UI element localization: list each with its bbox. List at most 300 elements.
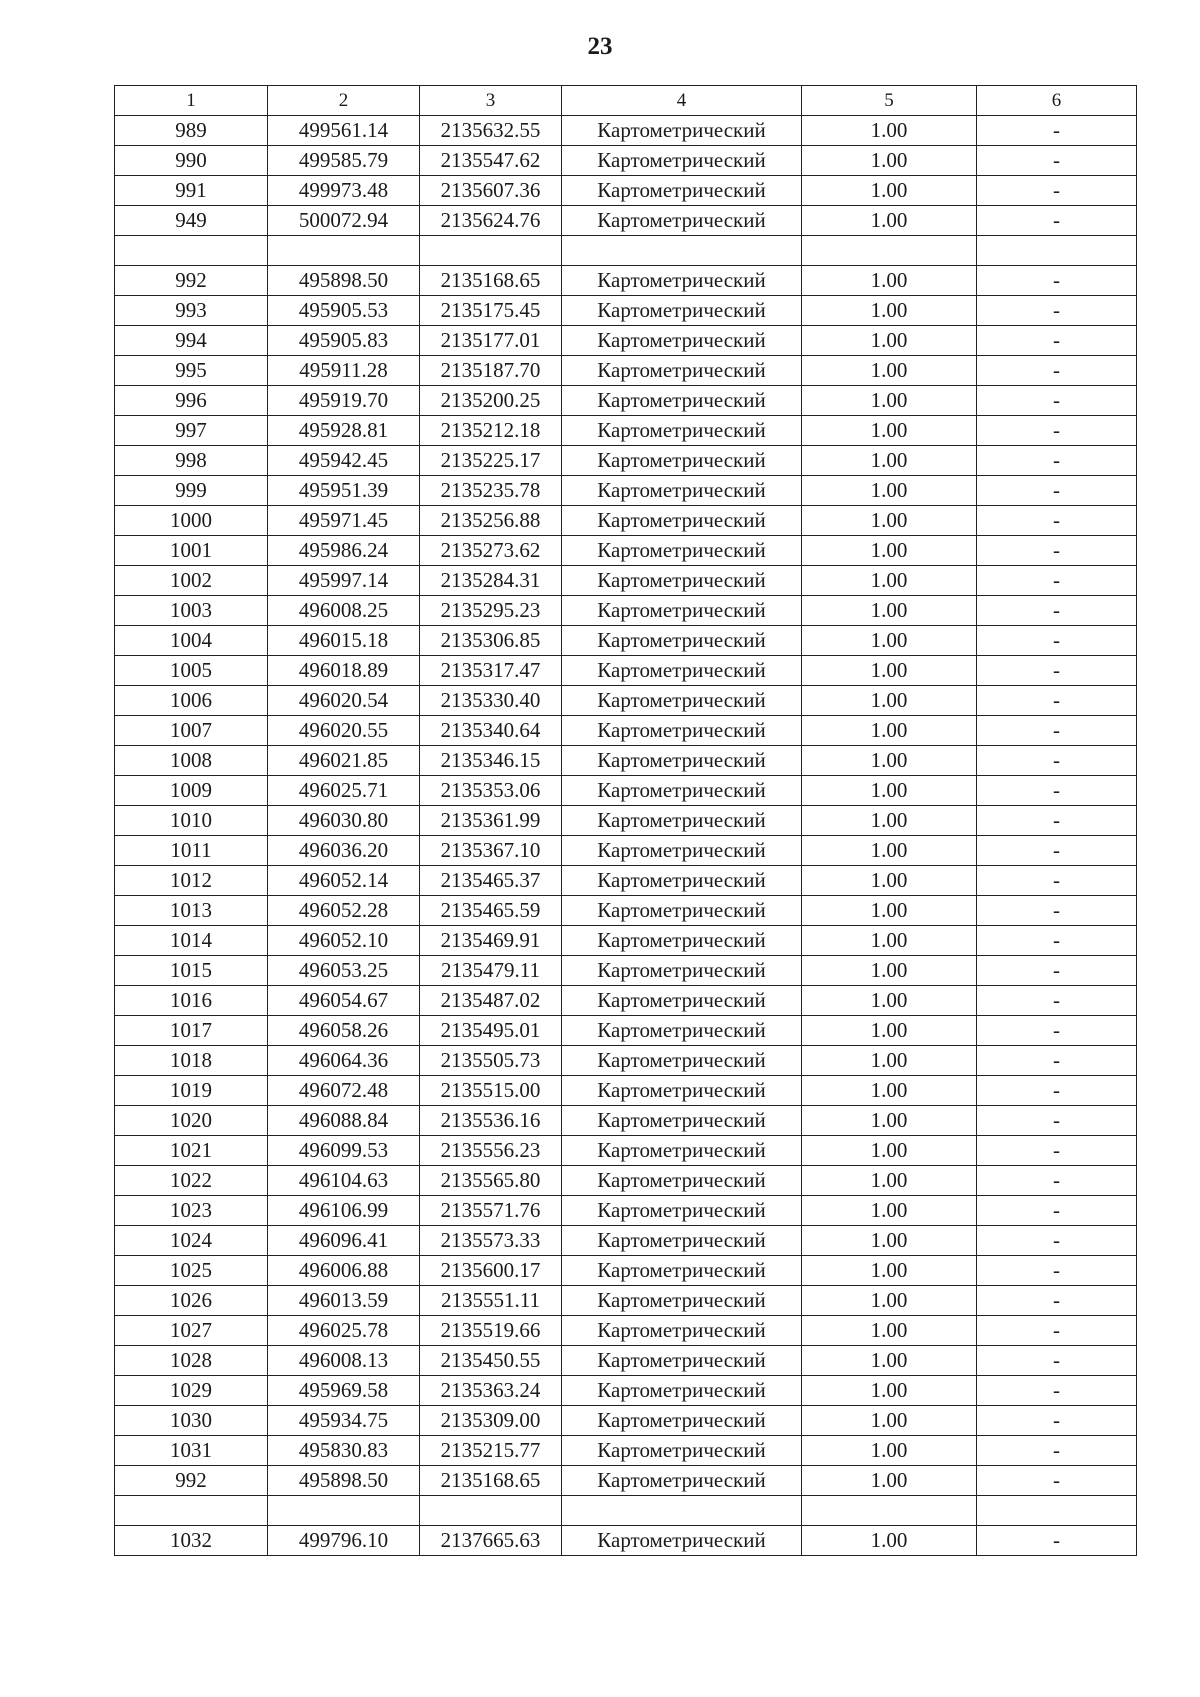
table-cell-col-3: 2135487.02 xyxy=(420,986,562,1016)
table-cell-col-6: - xyxy=(977,926,1137,956)
table-cell-col-3: 2135556.23 xyxy=(420,1136,562,1166)
table-cell-col-3: 2135363.24 xyxy=(420,1376,562,1406)
table-cell-col-3: 2135367.10 xyxy=(420,836,562,866)
table-cell-col-3: 2135571.76 xyxy=(420,1196,562,1226)
table-row xyxy=(115,1436,1137,1466)
table-cell-col-1: 991 xyxy=(115,176,268,206)
table-cell-col-4: Картометрический xyxy=(562,1166,802,1196)
table-cell-col-6: - xyxy=(977,296,1137,326)
page-number: 23 xyxy=(587,33,613,60)
table-cell-col-4: Картометрический xyxy=(562,926,802,956)
table-cell-col-1: 1022 xyxy=(115,1166,268,1196)
table-cell-col-4: Картометрический xyxy=(562,986,802,1016)
table-cell-col-5: 1.00 xyxy=(802,536,977,566)
table-cell-col-1: 1005 xyxy=(115,656,268,686)
table-row xyxy=(115,866,1137,896)
table-row xyxy=(115,476,1137,506)
table-cell-col-3: 2137665.63 xyxy=(420,1526,562,1556)
table-cell-col-1: 1026 xyxy=(115,1286,268,1316)
table-cell-col-4: Картометрический xyxy=(562,326,802,356)
table-cell-col-5: 1.00 xyxy=(802,326,977,356)
table-cell-col-5: 1.00 xyxy=(802,506,977,536)
table-cell-col-1: 1016 xyxy=(115,986,268,1016)
table-cell-col-3: 2135330.40 xyxy=(420,686,562,716)
table-cell-col-6 xyxy=(977,236,1137,266)
table-row xyxy=(115,386,1137,416)
table-cell-col-2: 496106.99 xyxy=(268,1196,420,1226)
table-row xyxy=(115,1466,1137,1496)
table-cell-col-3: 2135215.77 xyxy=(420,1436,562,1466)
table-cell-col-6: - xyxy=(977,1046,1137,1076)
coordinates-table xyxy=(114,85,1137,1556)
table-cell-col-5: 1.00 xyxy=(802,1136,977,1166)
table-cell-col-3: 2135256.88 xyxy=(420,506,562,536)
table-cell-col-3: 2135361.99 xyxy=(420,806,562,836)
table-row xyxy=(115,1406,1137,1436)
table-cell-col-5: 1.00 xyxy=(802,176,977,206)
table-cell-col-1: 1012 xyxy=(115,866,268,896)
table-cell-col-1: 998 xyxy=(115,446,268,476)
table-cell-col-3: 2135317.47 xyxy=(420,656,562,686)
table-cell-col-4: Картометрический xyxy=(562,206,802,236)
table-cell-col-5: 1.00 xyxy=(802,1016,977,1046)
table-cell-col-3: 2135346.15 xyxy=(420,746,562,776)
table-cell-col-1: 997 xyxy=(115,416,268,446)
table-cell-col-3: 2135632.55 xyxy=(420,116,562,146)
table-cell-col-3: 2135450.55 xyxy=(420,1346,562,1376)
table-cell-col-4: Картометрический xyxy=(562,1526,802,1556)
table-cell-col-5: 1.00 xyxy=(802,956,977,986)
table-cell-col-1: 1013 xyxy=(115,896,268,926)
table-cell-col-6: - xyxy=(977,956,1137,986)
table-cell-col-5: 1.00 xyxy=(802,656,977,686)
table-cell-col-3: 2135515.00 xyxy=(420,1076,562,1106)
table-cell-col-3: 2135284.31 xyxy=(420,566,562,596)
table-header xyxy=(115,86,1137,116)
table-cell-col-5: 1.00 xyxy=(802,1316,977,1346)
table-cell-col-2: 496054.67 xyxy=(268,986,420,1016)
table-cell-col-3: 2135309.00 xyxy=(420,1406,562,1436)
table-cell-col-5: 1.00 xyxy=(802,1226,977,1256)
table-cell-col-6: - xyxy=(977,1076,1137,1106)
table-cell-col-4: Картометрический xyxy=(562,626,802,656)
table-cell-col-1: 1027 xyxy=(115,1316,268,1346)
table-cell-col-4: Картометрический xyxy=(562,1316,802,1346)
table-cell-col-6: - xyxy=(977,536,1137,566)
table-row xyxy=(115,1286,1137,1316)
table-cell-col-1: 992 xyxy=(115,1466,268,1496)
table-row xyxy=(115,446,1137,476)
table-cell-col-5: 1.00 xyxy=(802,1526,977,1556)
table-cell-col-4: Картометрический xyxy=(562,146,802,176)
table-cell-col-1: 1008 xyxy=(115,746,268,776)
table-row xyxy=(115,176,1137,206)
table-cell-col-4 xyxy=(562,236,802,266)
table-row xyxy=(115,356,1137,386)
table-cell-col-1: 1025 xyxy=(115,1256,268,1286)
table-cell-col-2: 495905.53 xyxy=(268,296,420,326)
table-cell-col-4: Картометрический xyxy=(562,1436,802,1466)
table-cell-col-5: 1.00 xyxy=(802,1166,977,1196)
table-cell-col-5: 1.00 xyxy=(802,716,977,746)
table-cell-col-2: 499585.79 xyxy=(268,146,420,176)
table-cell-col-2: 496025.71 xyxy=(268,776,420,806)
table-cell-col-4: Картометрический xyxy=(562,1106,802,1136)
table-cell-col-2: 496052.28 xyxy=(268,896,420,926)
table-cell-col-1: 1018 xyxy=(115,1046,268,1076)
table-row xyxy=(115,986,1137,1016)
table-cell-col-1: 1015 xyxy=(115,956,268,986)
table-cell-col-6: - xyxy=(977,386,1137,416)
table-cell-col-3 xyxy=(420,236,562,266)
table-cell-col-4: Картометрический xyxy=(562,116,802,146)
table-cell-col-1: 1010 xyxy=(115,806,268,836)
table-cell-col-5: 1.00 xyxy=(802,896,977,926)
table-cell-col-5: 1.00 xyxy=(802,986,977,1016)
table-cell-col-4: Картометрический xyxy=(562,1256,802,1286)
table-cell-col-3: 2135168.65 xyxy=(420,266,562,296)
table-cell-col-2: 495898.50 xyxy=(268,1466,420,1496)
table-cell-col-4: Картометрический xyxy=(562,476,802,506)
table-cell-col-5 xyxy=(802,236,977,266)
table-row xyxy=(115,296,1137,326)
table-cell-col-1: 1004 xyxy=(115,626,268,656)
table-cell-col-2: 495830.83 xyxy=(268,1436,420,1466)
table-cell-col-1 xyxy=(115,236,268,266)
table-cell-col-6: - xyxy=(977,1286,1137,1316)
table-cell-col-3: 2135573.33 xyxy=(420,1226,562,1256)
table-row xyxy=(115,416,1137,446)
table-row xyxy=(115,806,1137,836)
table-row xyxy=(115,1016,1137,1046)
header-row xyxy=(115,86,1137,116)
table-cell-col-5: 1.00 xyxy=(802,836,977,866)
table-cell-col-1: 990 xyxy=(115,146,268,176)
table-row xyxy=(115,1106,1137,1136)
table-cell-col-1: 1017 xyxy=(115,1016,268,1046)
table-cell-col-2: 499796.10 xyxy=(268,1526,420,1556)
table-cell-col-2: 496053.25 xyxy=(268,956,420,986)
table-cell-col-1: 995 xyxy=(115,356,268,386)
table-cell-col-2: 496030.80 xyxy=(268,806,420,836)
table-cell-col-1: 1006 xyxy=(115,686,268,716)
table-cell-col-2: 496013.59 xyxy=(268,1286,420,1316)
table-cell-col-5: 1.00 xyxy=(802,1046,977,1076)
table-row xyxy=(115,626,1137,656)
table-row xyxy=(115,1256,1137,1286)
table-cell-col-6: - xyxy=(977,806,1137,836)
table-cell-col-1: 999 xyxy=(115,476,268,506)
table-cell-col-6: - xyxy=(977,716,1137,746)
table-cell-col-3: 2135187.70 xyxy=(420,356,562,386)
table-cell-col-6: - xyxy=(977,656,1137,686)
table-cell-col-5: 1.00 xyxy=(802,686,977,716)
table-cell-col-5: 1.00 xyxy=(802,626,977,656)
table-cell-col-1: 1011 xyxy=(115,836,268,866)
table-cell-col-3: 2135465.59 xyxy=(420,896,562,926)
header-cell-4: 4 xyxy=(562,86,802,116)
table-cell-col-4 xyxy=(562,1496,802,1526)
table-cell-col-2: 495911.28 xyxy=(268,356,420,386)
table-cell-col-6: - xyxy=(977,506,1137,536)
table-cell-col-5: 1.00 xyxy=(802,146,977,176)
table-cell-col-1: 996 xyxy=(115,386,268,416)
table-cell-col-5: 1.00 xyxy=(802,1376,977,1406)
table-cell-col-6: - xyxy=(977,206,1137,236)
table-row xyxy=(115,956,1137,986)
table-cell-col-3: 2135340.64 xyxy=(420,716,562,746)
table-cell-col-3: 2135353.06 xyxy=(420,776,562,806)
table-cell-col-4: Картометрический xyxy=(562,356,802,386)
table-cell-col-3 xyxy=(420,1496,562,1526)
table-cell-col-6: - xyxy=(977,1406,1137,1436)
table-cell-col-4: Картометрический xyxy=(562,656,802,686)
table-cell-col-2: 496008.13 xyxy=(268,1346,420,1376)
table-cell-col-5: 1.00 xyxy=(802,206,977,236)
table-cell-col-6: - xyxy=(977,566,1137,596)
table-cell-col-1: 1019 xyxy=(115,1076,268,1106)
table-cell-col-6: - xyxy=(977,146,1137,176)
table-cell-col-2: 496099.53 xyxy=(268,1136,420,1166)
table-cell-col-1: 1032 xyxy=(115,1526,268,1556)
table-cell-col-6: - xyxy=(977,1346,1137,1376)
table-cell-col-5: 1.00 xyxy=(802,296,977,326)
table-cell-col-2: 496021.85 xyxy=(268,746,420,776)
table-row xyxy=(115,596,1137,626)
table-cell-col-2: 496052.14 xyxy=(268,866,420,896)
table-cell-col-5: 1.00 xyxy=(802,1346,977,1376)
table-cell-col-4: Картометрический xyxy=(562,296,802,326)
table-cell-col-3: 2135547.62 xyxy=(420,146,562,176)
table-cell-col-4: Картометрический xyxy=(562,1376,802,1406)
table-cell-col-3: 2135212.18 xyxy=(420,416,562,446)
table-cell-col-5: 1.00 xyxy=(802,386,977,416)
table-cell-col-6: - xyxy=(977,986,1137,1016)
table-cell-col-2: 496064.36 xyxy=(268,1046,420,1076)
table-cell-col-6: - xyxy=(977,1106,1137,1136)
table-cell-col-4: Картометрический xyxy=(562,1136,802,1166)
table-cell-col-4: Картометрический xyxy=(562,266,802,296)
table-row xyxy=(115,266,1137,296)
table-cell-col-2: 496058.26 xyxy=(268,1016,420,1046)
table-cell-col-3: 2135565.80 xyxy=(420,1166,562,1196)
table-cell-col-3: 2135519.66 xyxy=(420,1316,562,1346)
table-cell-col-4: Картометрический xyxy=(562,506,802,536)
table-cell-col-2: 499973.48 xyxy=(268,176,420,206)
table-cell-col-2: 496088.84 xyxy=(268,1106,420,1136)
table-cell-col-1: 1030 xyxy=(115,1406,268,1436)
table-cell-col-5: 1.00 xyxy=(802,1106,977,1136)
table-cell-col-1: 1000 xyxy=(115,506,268,536)
table-row xyxy=(115,716,1137,746)
table-cell-col-2: 495969.58 xyxy=(268,1376,420,1406)
table-cell-col-3: 2135235.78 xyxy=(420,476,562,506)
table-cell-col-4: Картометрический xyxy=(562,1226,802,1256)
table-cell-col-3: 2135175.45 xyxy=(420,296,562,326)
table-cell-col-5: 1.00 xyxy=(802,1286,977,1316)
table-cell-col-2: 496036.20 xyxy=(268,836,420,866)
table-cell-col-4: Картометрический xyxy=(562,836,802,866)
table-row xyxy=(115,896,1137,926)
table-cell-col-5: 1.00 xyxy=(802,356,977,386)
table-cell-col-4: Картометрический xyxy=(562,896,802,926)
table-cell-col-4: Картометрический xyxy=(562,596,802,626)
table-cell-col-5: 1.00 xyxy=(802,1436,977,1466)
table-cell-col-5: 1.00 xyxy=(802,1466,977,1496)
table-cell-col-4: Картометрический xyxy=(562,776,802,806)
table-row xyxy=(115,566,1137,596)
table-body xyxy=(115,116,1137,1556)
table-cell-col-6: - xyxy=(977,1466,1137,1496)
table-cell-col-6: - xyxy=(977,1016,1137,1046)
table-cell-col-4: Картометрический xyxy=(562,716,802,746)
table-cell-col-2: 495951.39 xyxy=(268,476,420,506)
table-cell-col-4: Картометрический xyxy=(562,446,802,476)
header-cell-6: 6 xyxy=(977,86,1137,116)
table-cell-col-3: 2135465.37 xyxy=(420,866,562,896)
table-row xyxy=(115,536,1137,566)
table-row xyxy=(115,1136,1137,1166)
table-cell-col-6: - xyxy=(977,1196,1137,1226)
table-cell-col-3: 2135295.23 xyxy=(420,596,562,626)
table-cell-col-6: - xyxy=(977,1436,1137,1466)
table-cell-col-3: 2135273.62 xyxy=(420,536,562,566)
table-cell-col-6: - xyxy=(977,1316,1137,1346)
table-cell-col-1: 992 xyxy=(115,266,268,296)
table-cell-col-2: 499561.14 xyxy=(268,116,420,146)
header-cell-5: 5 xyxy=(802,86,977,116)
table-cell-col-3: 2135168.65 xyxy=(420,1466,562,1496)
table-cell-col-2: 495934.75 xyxy=(268,1406,420,1436)
table-cell-col-4: Картометрический xyxy=(562,416,802,446)
table-cell-col-3: 2135600.17 xyxy=(420,1256,562,1286)
table-cell-col-2: 500072.94 xyxy=(268,206,420,236)
table-cell-col-2: 495919.70 xyxy=(268,386,420,416)
table-cell-col-2: 495986.24 xyxy=(268,536,420,566)
table-cell-col-3: 2135469.91 xyxy=(420,926,562,956)
table-cell-col-5: 1.00 xyxy=(802,1406,977,1436)
table-cell-col-1: 994 xyxy=(115,326,268,356)
table-cell-col-6: - xyxy=(977,476,1137,506)
table-cell-col-1: 989 xyxy=(115,116,268,146)
table-cell-col-6: - xyxy=(977,626,1137,656)
table-cell-col-3: 2135536.16 xyxy=(420,1106,562,1136)
table-row xyxy=(115,746,1137,776)
table-cell-col-6: - xyxy=(977,1376,1137,1406)
header-cell-3: 3 xyxy=(420,86,562,116)
table-row xyxy=(115,656,1137,686)
table-row xyxy=(115,1346,1137,1376)
table-cell-col-5: 1.00 xyxy=(802,1196,977,1226)
table-cell-col-6: - xyxy=(977,746,1137,776)
table-row xyxy=(115,1046,1137,1076)
table-cell-col-6: - xyxy=(977,416,1137,446)
table-cell-col-4: Картометрический xyxy=(562,1196,802,1226)
table-cell-col-2: 496072.48 xyxy=(268,1076,420,1106)
table-cell-col-5: 1.00 xyxy=(802,746,977,776)
table-cell-col-4: Картометрический xyxy=(562,1286,802,1316)
table-cell-col-3: 2135479.11 xyxy=(420,956,562,986)
table-cell-col-4: Картометрический xyxy=(562,566,802,596)
table-cell-col-6: - xyxy=(977,686,1137,716)
table-cell-col-1: 1020 xyxy=(115,1106,268,1136)
table-cell-col-6: - xyxy=(977,446,1137,476)
table-cell-col-1: 1014 xyxy=(115,926,268,956)
table-cell-col-1: 949 xyxy=(115,206,268,236)
table-cell-col-4: Картометрический xyxy=(562,806,802,836)
table-row xyxy=(115,206,1137,236)
table-row xyxy=(115,236,1137,266)
table-cell-col-6: - xyxy=(977,1226,1137,1256)
table-cell-col-2: 495928.81 xyxy=(268,416,420,446)
table-cell-col-4: Картометрический xyxy=(562,1346,802,1376)
table-cell-col-5: 1.00 xyxy=(802,776,977,806)
table-cell-col-3: 2135607.36 xyxy=(420,176,562,206)
table-cell-col-2: 496096.41 xyxy=(268,1226,420,1256)
table-cell-col-5: 1.00 xyxy=(802,416,977,446)
table-cell-col-6: - xyxy=(977,176,1137,206)
table-cell-col-3: 2135225.17 xyxy=(420,446,562,476)
table-cell-col-3: 2135624.76 xyxy=(420,206,562,236)
table-cell-col-5: 1.00 xyxy=(802,866,977,896)
table-cell-col-6 xyxy=(977,1496,1137,1526)
table-cell-col-2: 495905.83 xyxy=(268,326,420,356)
table-cell-col-1: 1001 xyxy=(115,536,268,566)
table-cell-col-6: - xyxy=(977,896,1137,926)
table-cell-col-1: 1023 xyxy=(115,1196,268,1226)
table-cell-col-5: 1.00 xyxy=(802,926,977,956)
table-row xyxy=(115,146,1137,176)
table-cell-col-5: 1.00 xyxy=(802,266,977,296)
table-cell-col-2: 496008.25 xyxy=(268,596,420,626)
table-cell-col-5 xyxy=(802,1496,977,1526)
table-cell-col-5: 1.00 xyxy=(802,116,977,146)
table-cell-col-3: 2135505.73 xyxy=(420,1046,562,1076)
table-cell-col-3: 2135551.11 xyxy=(420,1286,562,1316)
table-cell-col-5: 1.00 xyxy=(802,1256,977,1286)
table-cell-col-2: 496015.18 xyxy=(268,626,420,656)
table-cell-col-1: 1002 xyxy=(115,566,268,596)
table-cell-col-2: 496052.10 xyxy=(268,926,420,956)
table-cell-col-6: - xyxy=(977,326,1137,356)
table-cell-col-5: 1.00 xyxy=(802,566,977,596)
table-cell-col-6: - xyxy=(977,836,1137,866)
table-row xyxy=(115,926,1137,956)
table-row xyxy=(115,1496,1137,1526)
table-cell-col-6: - xyxy=(977,596,1137,626)
table-cell-col-1: 993 xyxy=(115,296,268,326)
table-cell-col-4: Картометрический xyxy=(562,1406,802,1436)
table-cell-col-2: 495942.45 xyxy=(268,446,420,476)
table-row xyxy=(115,1376,1137,1406)
table-cell-col-2: 496025.78 xyxy=(268,1316,420,1346)
table-cell-col-6: - xyxy=(977,116,1137,146)
table-cell-col-5: 1.00 xyxy=(802,806,977,836)
table-cell-col-6: - xyxy=(977,776,1137,806)
table-cell-col-1: 1009 xyxy=(115,776,268,806)
table-cell-col-5: 1.00 xyxy=(802,476,977,506)
table-cell-col-4: Картометрический xyxy=(562,686,802,716)
table-row xyxy=(115,326,1137,356)
table-cell-col-4: Картометрический xyxy=(562,1466,802,1496)
table-cell-col-1: 1031 xyxy=(115,1436,268,1466)
table-cell-col-1: 1007 xyxy=(115,716,268,746)
table-row xyxy=(115,116,1137,146)
table-cell-col-2: 496006.88 xyxy=(268,1256,420,1286)
header-cell-2: 2 xyxy=(268,86,420,116)
table-cell-col-6: - xyxy=(977,356,1137,386)
table-cell-col-4: Картометрический xyxy=(562,386,802,416)
